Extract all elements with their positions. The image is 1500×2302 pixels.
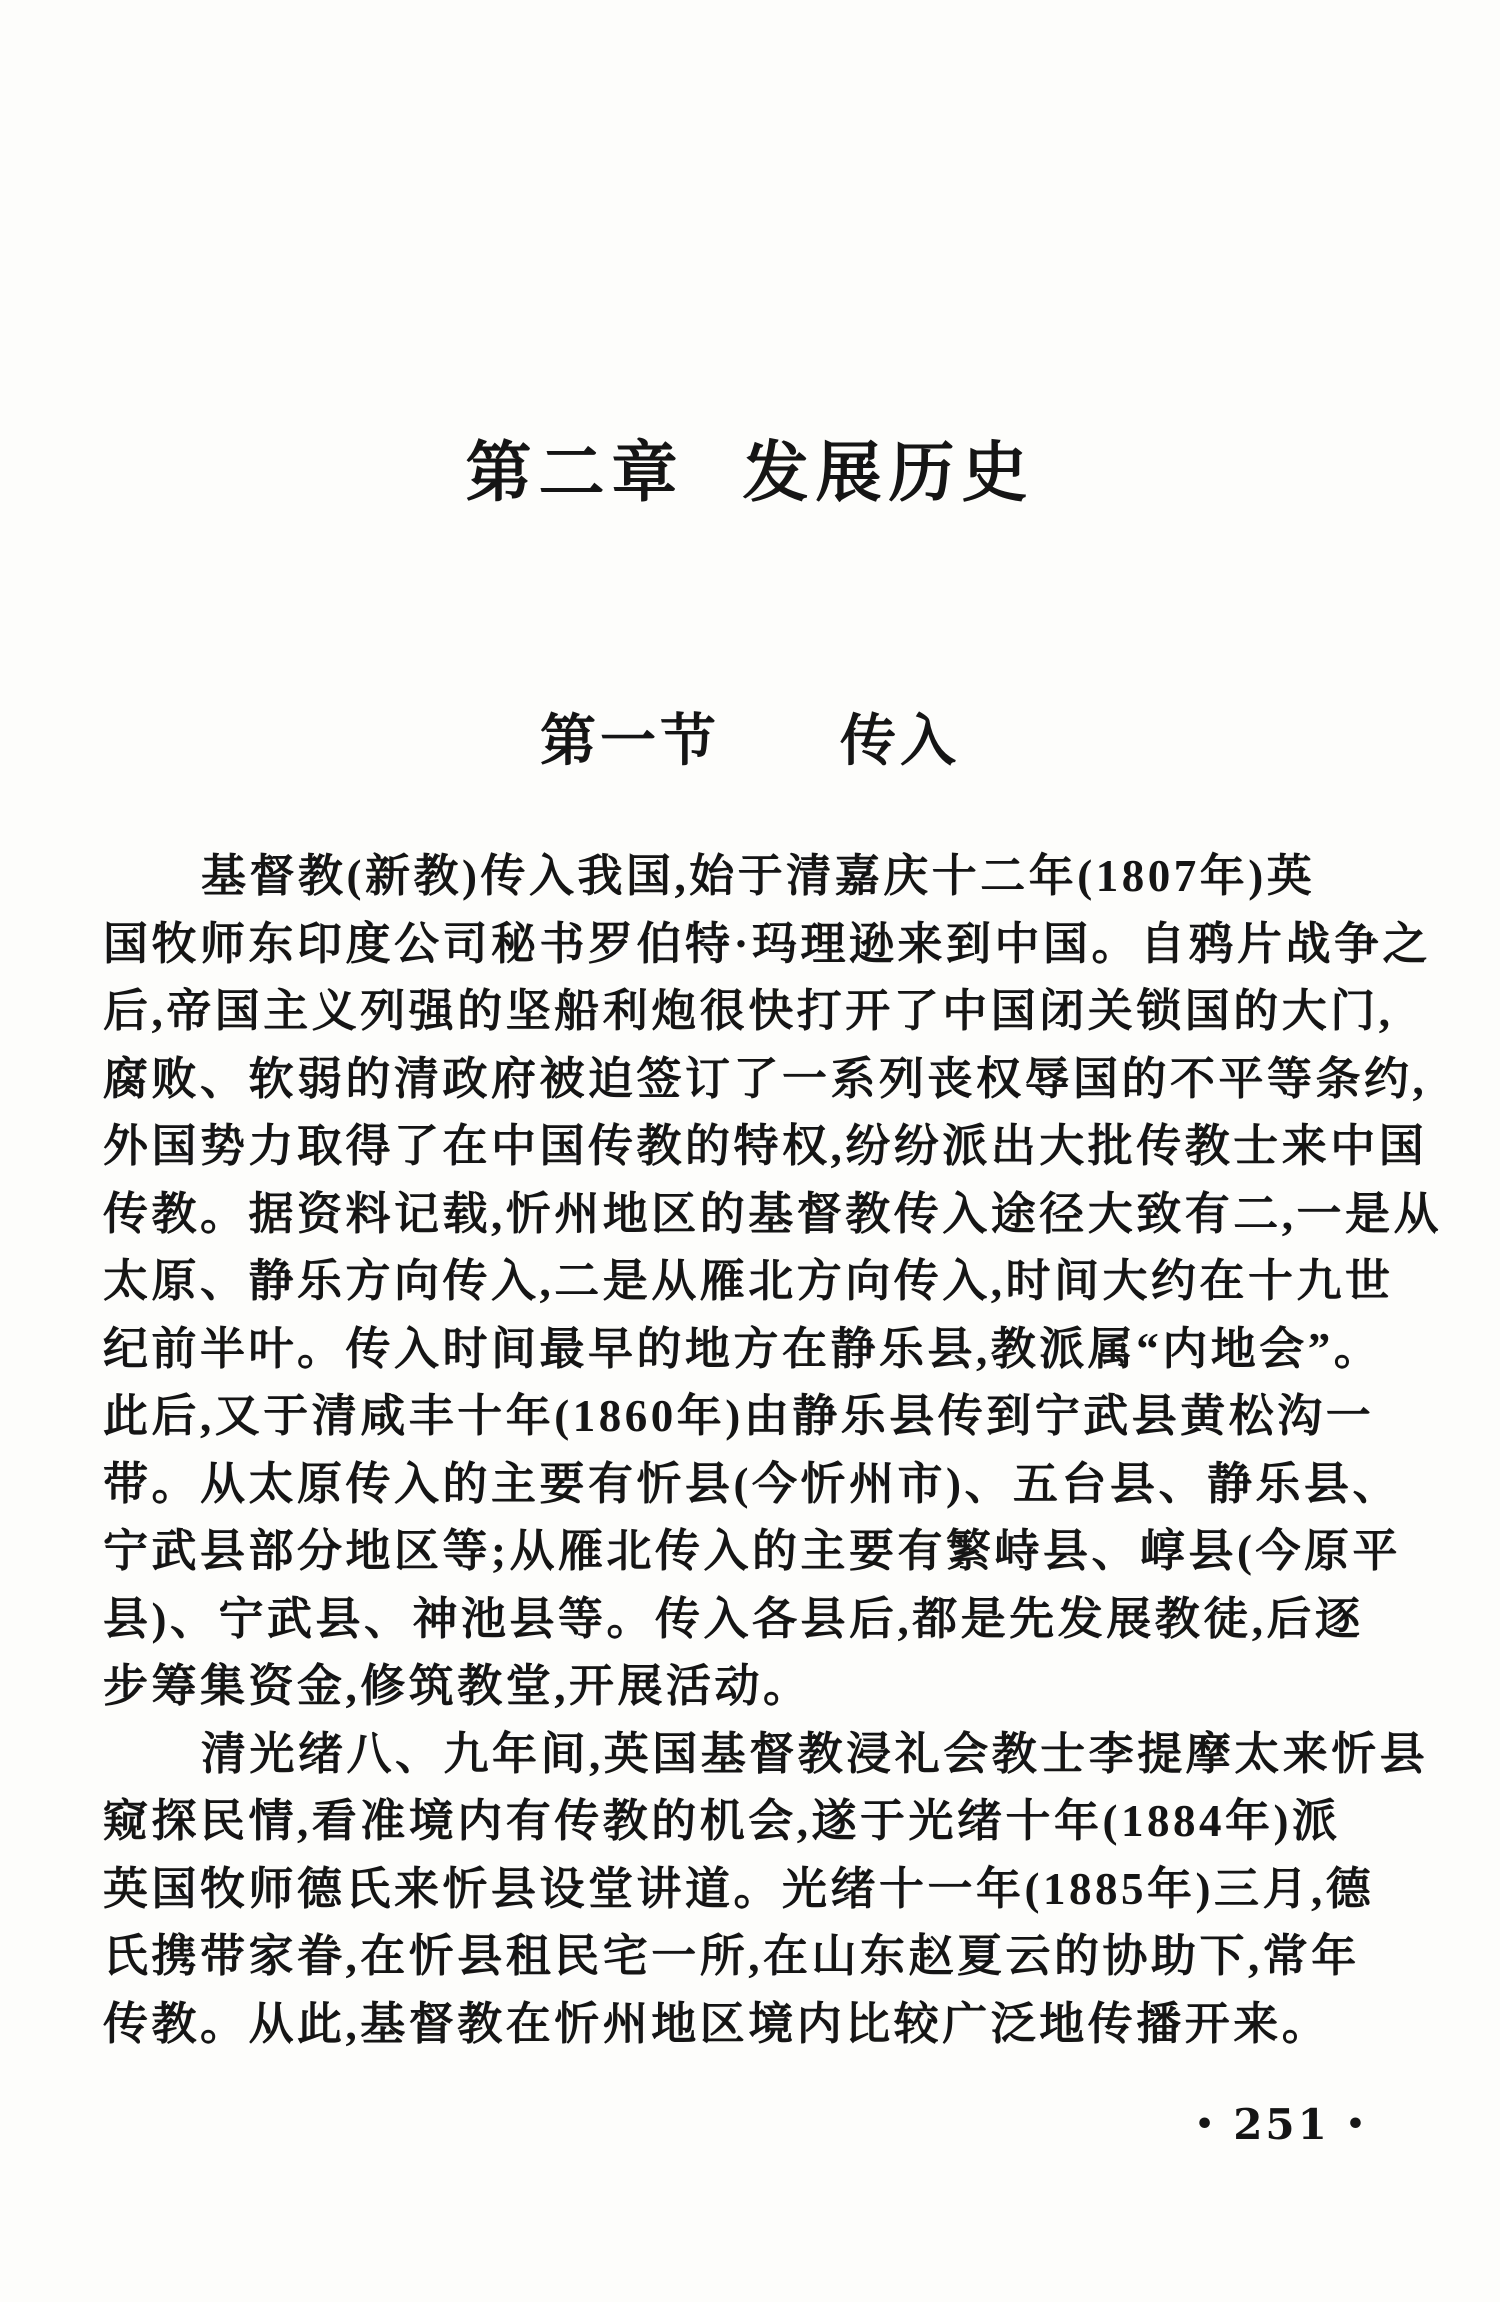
- text-line: 外国势力取得了在中国传教的特权,纷纷派出大批传教士来中国: [103, 1121, 1428, 1171]
- text-line: 腐败、软弱的清政府被迫签订了一系列丧权辱国的不平等条约,: [103, 1053, 1428, 1104]
- text-line: 此后,又于清咸丰十年(1860年)由静乐县传到宁武县黄松沟一: [103, 1391, 1375, 1441]
- bullet-icon: •: [1345, 2106, 1369, 2142]
- text-line: 氏携带家眷,在忻县租民宅一所,在山东赵夏云的协助下,常年: [103, 1931, 1360, 1981]
- text-line: 后,帝国主义列强的坚船利炮很快打开了中国闭关锁国的大门,: [103, 986, 1394, 1036]
- body-text: [103, 843, 1443, 2058]
- section-title: [0, 710, 1500, 774]
- paragraph-1: [103, 843, 1443, 1721]
- section-name: 传入: [840, 711, 960, 773]
- chapter-name: 发展历史: [742, 437, 1035, 510]
- text-line: 清光绪八、九年间,英国基督教浸礼会教士李提摩太来忻县: [201, 1728, 1429, 1779]
- text-line: 国牧师东印度公司秘书罗伯特·玛理逊来到中国。自鸦片战争之: [103, 918, 1432, 969]
- chapter-number: 第二章: [465, 437, 685, 510]
- text-line: 纪前半叶。传入时间最早的地方在静乐县,教派属“内地会”。: [103, 1323, 1383, 1374]
- text-line: 基督教(新教)传入我国,始于清嘉庆十二年(1807年)英: [201, 851, 1316, 901]
- text-line: 宁武县部分地区等;从雁北传入的主要有繁峙县、崞县(今原平: [103, 1526, 1401, 1576]
- text-line: 窥探民情,看准境内有传教的机会,遂于光绪十年(1884年)派: [103, 1796, 1341, 1846]
- text-line: 传教。从此,基督教在忻州地区境内比较广泛地传播开来。: [103, 1998, 1331, 2049]
- text-line: 县)、宁武县、神池县等。传入各县后,都是先发展教徒,后逐: [103, 1593, 1364, 1644]
- section-number: 第一节: [540, 711, 720, 773]
- page-number: 251: [1233, 2100, 1330, 2149]
- text-line: 传教。据资料记载,忻州地区的基督教传入途径大致有二,一是从: [103, 1188, 1443, 1239]
- text-line: 带。从太原传入的主要有忻县(今忻州市)、五台县、静乐县、: [103, 1458, 1401, 1509]
- chapter-title: [0, 438, 1500, 511]
- bullet-icon: •: [1195, 2106, 1218, 2142]
- text-line: 英国牧师德氏来忻县设堂讲道。光绪十一年(1885年)三月,德: [103, 1863, 1375, 1914]
- page-number-footer: [1195, 2100, 1368, 2149]
- text-line: 步筹集资金,修筑教堂,开展活动。: [103, 1661, 812, 1711]
- text-line: 太原、静乐方向传入,二是从雁北方向传入,时间大约在十九世: [103, 1256, 1394, 1306]
- paragraph-2: [103, 1721, 1433, 2059]
